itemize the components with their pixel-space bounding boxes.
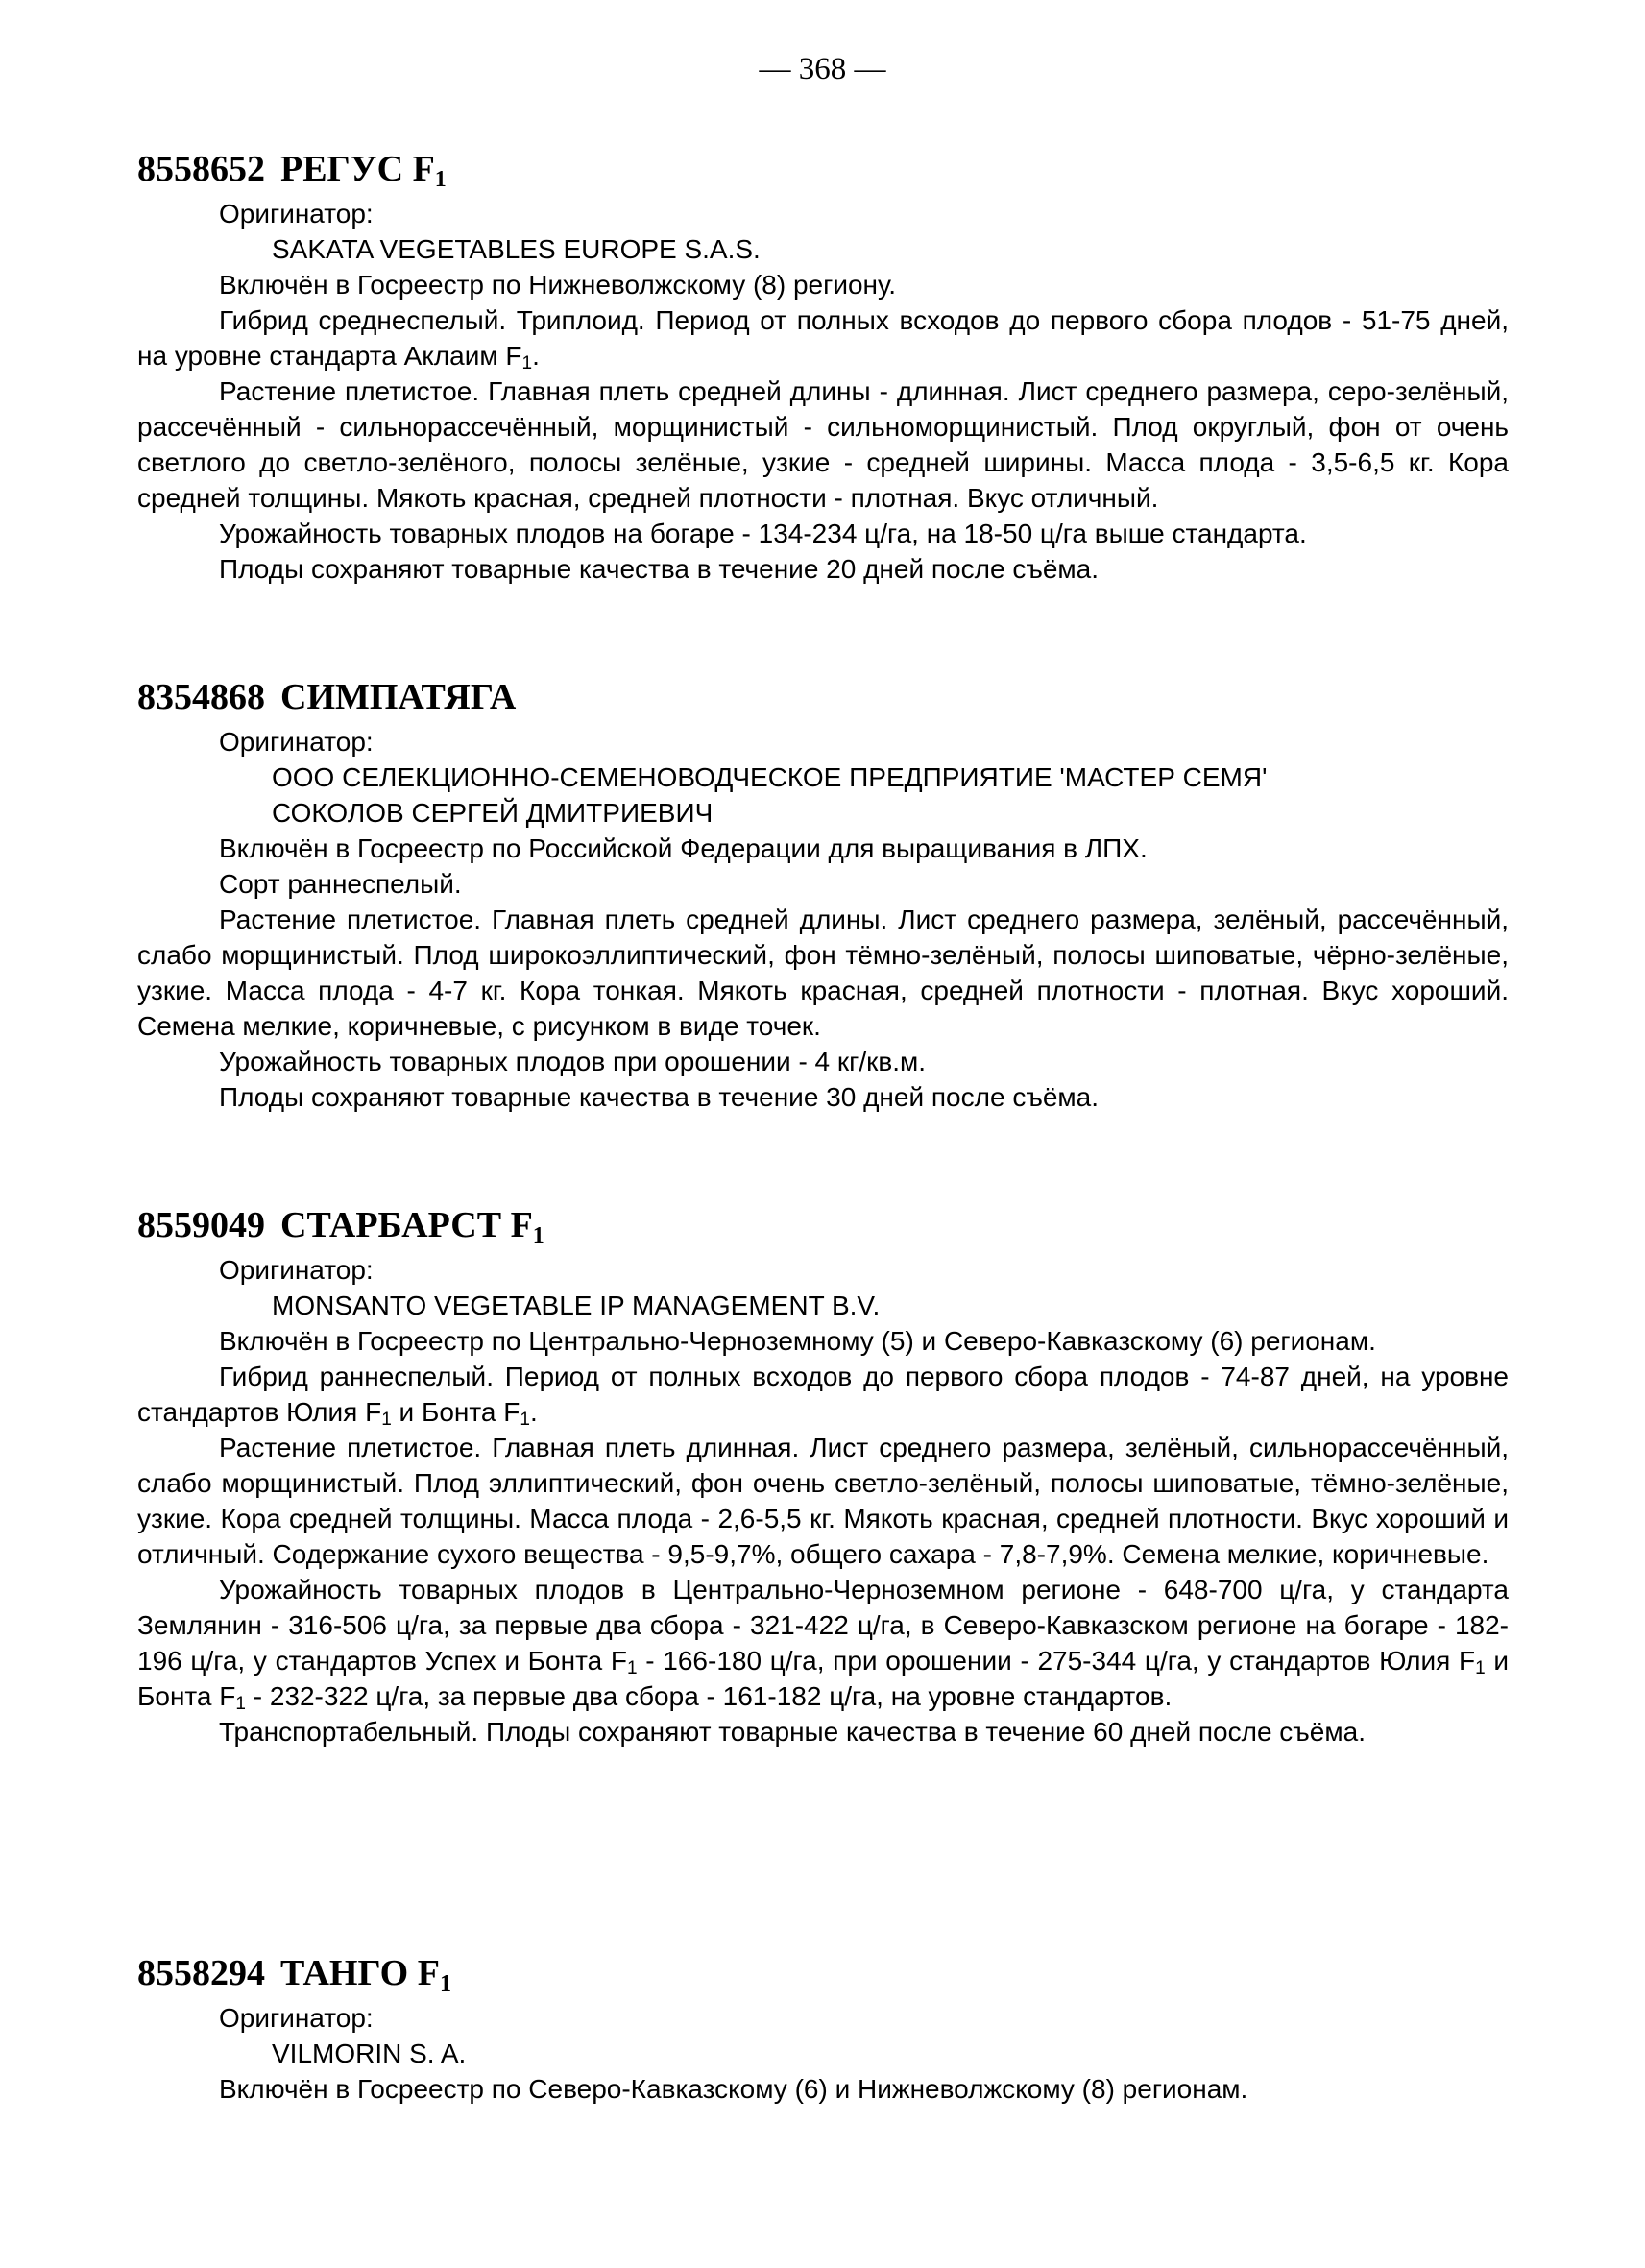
originator-name: MONSANTO VEGETABLE IP MANAGEMENT B.V.: [272, 1291, 881, 1320]
description-paragraph: Растение плетистое. Главная плеть средней длины. Лист среднего размера, зелёный, рассечённый, слабо морщинистый. Плод широкоэллиптический, фон тёмно-зелёный, полосы шиповатые, чёрно-зелёные, узкие. Масса плода - 4-7 кг. Кора тонкая. Мякоть красная, средней плотности - плотная. Вкус хороший. Семена мелкие, коричневые, с рисунком в виде точек.: [137, 905, 1509, 1041]
variety-name-subscript: 1: [434, 167, 447, 192]
variety-entry: [137, 1204, 1509, 1749]
description-paragraph: Растение плетистое. Главная плеть длинная. Лист среднего размера, зелёный, сильнорассечённый, слабо морщинистый. Плод эллиптический, фон очень светло-зелёный, полосы шиповатые, тёмно-зелёные, узкие. Кора средней толщины. Масса плода - 2,6-5,5 кг. Мякоть красная, средней плотности. Вкус хороший и отличный. Содержание сухого вещества - 9,5-9,7%, общего сахара - 7,8-7,9%. Семена мелкие, коричневые.: [137, 1433, 1509, 1569]
storage-paragraph: Транспортабельный. Плоды сохраняют товарные качества в течение 60 дней после съёма.: [219, 1717, 1366, 1747]
description-paragraph: Гибрид раннеспелый. Период от полных всходов до первого сбора плодов - 74-87 дней, на уровне стандартов Юлия $F_1$ и Бонта $F_1$.: [137, 1362, 1509, 1430]
variety-code: 8558652: [137, 149, 265, 189]
variety-name: СИМПАТЯГА: [280, 677, 517, 717]
variety-name: СТАРБАРСТ F: [280, 1205, 533, 1245]
yield-paragraph: Урожайность товарных плодов при орошении - 4 кг/кв.м.: [219, 1047, 927, 1076]
originator-name: СОКОЛОВ СЕРГЕЙ ДМИТРИЕВИЧ: [272, 798, 714, 828]
variety-entry: [137, 676, 1509, 1115]
variety-code: 8558294: [137, 1953, 265, 1993]
registry-text: Включён в Госреестр по Нижневолжскому (8) региону.: [219, 270, 896, 300]
originator-name: VILMORIN S. A.: [272, 2039, 467, 2068]
variety-entry: [137, 1952, 1509, 2107]
originator-label: Оригинатор:: [219, 199, 374, 229]
description-paragraph: Сорт раннеспелый.: [219, 869, 462, 899]
variety-name: РЕГУС F: [280, 149, 435, 189]
variety-name-subscript: 1: [532, 1223, 544, 1248]
page-number: — 368 —: [759, 52, 886, 86]
originator-name: SAKATA VEGETABLES EUROPE S.A.S.: [272, 234, 761, 264]
registry-text: Включён в Госреестр по Центрально-Черноземному (5) и Северо-Кавказскому (6) регионам.: [219, 1326, 1376, 1356]
variety-heading: [137, 676, 1509, 718]
variety-name: ТАНГО F: [280, 1953, 440, 1993]
description-paragraph: Гибрид среднеспелый. Триплоид. Период от полных всходов до первого сбора плодов - 51-75 дней, на уровне стандарта Аклаим $F_1$.: [137, 305, 1509, 374]
registry-text: Включён в Госреестр по Российской Федерации для выращивания в ЛПХ.: [219, 833, 1148, 863]
yield-paragraph: Урожайность товарных плодов в Центрально-Черноземном регионе - 648-700 ц/га, у стандарта Землянин - 316-506 ц/га, за первые два сбора - 321-422 ц/га, в Северо-Кавказском регионе на богаре - 182-196 ц/га, у стандартов Успех и Бонта $F_1 - 166-180$ ц/га, при орошении - 275-344 ц/га, у стандартов Юлия $F_1$ и Бонта $F_1 - 232-322$ ц/га, за первые два сбора - 161-182 ц/га, на уровне стандартов.: [137, 1575, 1510, 1714]
storage-paragraph: Плоды сохраняют товарные качества в течение 20 дней после съёма.: [219, 554, 1099, 584]
variety-entry: [137, 148, 1509, 587]
yield-paragraph: Урожайность товарных плодов на богаре - 134-234 ц/га, на 18-50 ц/га выше стандарта.: [219, 519, 1307, 548]
variety-code: 8559049: [137, 1205, 265, 1245]
storage-paragraph: Плоды сохраняют товарные качества в течение 30 дней после съёма.: [219, 1082, 1099, 1112]
originator-name: ООО СЕЛЕКЦИОННО-СЕМЕНОВОДЧЕСКОЕ ПРЕДПРИЯТИЕ 'МАСТЕР СЕМЯ': [272, 762, 1268, 792]
description-paragraph: Растение плетистое. Главная плеть средней длины - длинная. Лист среднего размера, серо-зелёный, рассечённый - сильнорассечённый, морщинистый - сильноморщинистый. Плод округлый, фон от очень светлого до светло-зелёного, полосы зелёные, узкие - средней ширины. Масса плода - 3,5-6,5 кг. Кора средней толщины. Мякоть красная, средней плотности - плотная. Вкус отличный.: [137, 376, 1509, 513]
originator-label: Оригинатор:: [219, 2003, 374, 2033]
registry-text: Включён в Госреестр по Северо-Кавказскому (6) и Нижневолжскому (8) регионам.: [219, 2074, 1248, 2104]
variety-code: 8354868: [137, 677, 265, 717]
variety-name-subscript: 1: [439, 1971, 451, 1996]
originator-label: Оригинатор:: [219, 727, 374, 757]
variety-heading: [137, 1204, 1509, 1246]
originator-label: Оригинатор:: [219, 1255, 374, 1285]
variety-heading: [137, 148, 1509, 190]
variety-heading: [137, 1952, 1509, 1994]
